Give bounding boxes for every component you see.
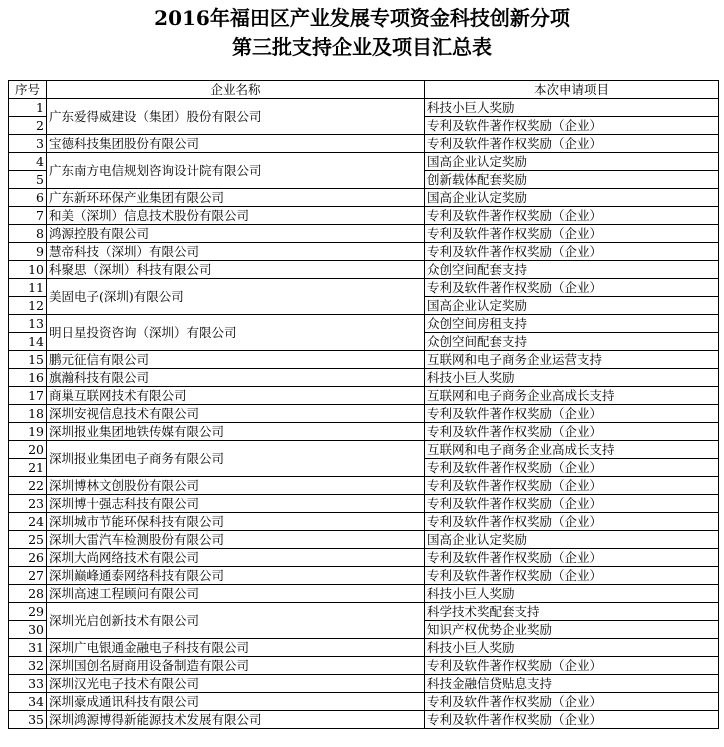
project-name: 专利及软件著作权奖励（企业） <box>425 225 719 243</box>
table-row <box>9 243 719 261</box>
row-number: 13 <box>9 315 47 333</box>
project-name: 国高企业认定奖励 <box>425 189 719 207</box>
table-row <box>9 441 719 459</box>
table-body <box>9 99 719 729</box>
table-row <box>9 495 719 513</box>
project-name: 国高企业认定奖励 <box>425 153 719 171</box>
company-name: 深圳博林文创股份有限公司 <box>47 477 425 495</box>
company-name: 广东新环环保产业集团有限公司 <box>47 189 425 207</box>
company-name: 深圳安视信息技术有限公司 <box>47 405 425 423</box>
table-row <box>9 135 719 153</box>
document-title-line-2: 第三批支持企业及项目汇总表 <box>232 35 492 59</box>
header-project: 本次申请项目 <box>425 81 719 99</box>
project-name: 国高企业认定奖励 <box>425 531 719 549</box>
row-number: 4 <box>9 153 47 171</box>
project-name: 专利及软件著作权奖励（企业） <box>425 423 719 441</box>
row-number: 31 <box>9 639 47 657</box>
company-name: 深圳国创名厨商用设备制造有限公司 <box>47 657 425 675</box>
project-name: 专利及软件著作权奖励（企业） <box>425 459 719 477</box>
project-name: 众创空间配套支持 <box>425 261 719 279</box>
table-row <box>9 207 719 225</box>
row-number: 32 <box>9 657 47 675</box>
company-name: 和美（深圳）信息技术股份有限公司 <box>47 207 425 225</box>
project-name: 科技金融信贷贴息支持 <box>425 675 719 693</box>
company-name: 深圳广电银通金融电子科技有限公司 <box>47 639 425 657</box>
project-name: 专利及软件著作权奖励（企业） <box>425 549 719 567</box>
company-name: 广东南方电信规划咨询设计院有限公司 <box>47 153 425 189</box>
project-name: 众创空间配套支持 <box>425 333 719 351</box>
row-number: 21 <box>9 459 47 477</box>
document-title-line-1: 2016年福田区产业发展专项资金科技创新分项 <box>154 6 570 30</box>
project-name: 专利及软件著作权奖励（企业） <box>425 135 719 153</box>
company-name: 鹏元征信有限公司 <box>47 351 425 369</box>
row-number: 26 <box>9 549 47 567</box>
project-name: 国高企业认定奖励 <box>425 297 719 315</box>
row-number: 5 <box>9 171 47 189</box>
project-name: 专利及软件著作权奖励（企业） <box>425 243 719 261</box>
project-name: 科技小巨人奖励 <box>425 639 719 657</box>
row-number: 17 <box>9 387 47 405</box>
summary-table <box>8 80 719 729</box>
row-number: 33 <box>9 675 47 693</box>
table-row <box>9 693 719 711</box>
company-name: 深圳巅峰通泰网络科技有限公司 <box>47 567 425 585</box>
project-name: 众创空间房租支持 <box>425 315 719 333</box>
project-name: 专利及软件著作权奖励（企业） <box>425 117 719 135</box>
company-name: 深圳光启创新技术有限公司 <box>47 603 425 639</box>
row-number: 23 <box>9 495 47 513</box>
row-number: 28 <box>9 585 47 603</box>
project-name: 知识产权优势企业奖励 <box>425 621 719 639</box>
row-number: 6 <box>9 189 47 207</box>
row-number: 9 <box>9 243 47 261</box>
row-number: 20 <box>9 441 47 459</box>
project-name: 专利及软件著作权奖励（企业） <box>425 495 719 513</box>
project-name: 专利及软件著作权奖励（企业） <box>425 693 719 711</box>
table-row <box>9 567 719 585</box>
table-row <box>9 477 719 495</box>
table-row <box>9 675 719 693</box>
company-name: 旗瀚科技有限公司 <box>47 369 425 387</box>
row-number: 16 <box>9 369 47 387</box>
row-number: 7 <box>9 207 47 225</box>
table-row <box>9 225 719 243</box>
row-number: 18 <box>9 405 47 423</box>
project-name: 专利及软件著作权奖励（企业） <box>425 405 719 423</box>
row-number: 11 <box>9 279 47 297</box>
project-name: 互联网和电子商务企业高成长支持 <box>425 441 719 459</box>
row-number: 1 <box>9 99 47 117</box>
project-name: 科技小巨人奖励 <box>425 585 719 603</box>
company-name: 慧帝科技（深圳）有限公司 <box>47 243 425 261</box>
project-name: 专利及软件著作权奖励（企业） <box>425 513 719 531</box>
project-name: 专利及软件著作权奖励（企业） <box>425 657 719 675</box>
company-name: 深圳大尚网络技术有限公司 <box>47 549 425 567</box>
table-row <box>9 153 719 171</box>
row-number: 25 <box>9 531 47 549</box>
row-number: 15 <box>9 351 47 369</box>
table-row <box>9 351 719 369</box>
header-company: 企业名称 <box>47 81 425 99</box>
table-row <box>9 603 719 621</box>
project-name: 创新载体配套奖励 <box>425 171 719 189</box>
project-name: 科技小巨人奖励 <box>425 99 719 117</box>
row-number: 30 <box>9 621 47 639</box>
table-row <box>9 189 719 207</box>
project-name: 专利及软件著作权奖励（企业） <box>425 477 719 495</box>
row-number: 10 <box>9 261 47 279</box>
row-number: 22 <box>9 477 47 495</box>
company-name: 鸿源控股有限公司 <box>47 225 425 243</box>
table-row <box>9 279 719 297</box>
row-number: 34 <box>9 693 47 711</box>
row-number: 19 <box>9 423 47 441</box>
project-name: 专利及软件著作权奖励（企业） <box>425 207 719 225</box>
company-name: 宝德科技集团股份有限公司 <box>47 135 425 153</box>
header-no: 序号 <box>9 81 47 99</box>
project-name: 互联网和电子商务企业高成长支持 <box>425 387 719 405</box>
company-name: 深圳豪成通讯科技有限公司 <box>47 693 425 711</box>
company-name: 深圳城市节能环保科技有限公司 <box>47 513 425 531</box>
company-name: 商巢互联网技术有限公司 <box>47 387 425 405</box>
table-row <box>9 585 719 603</box>
table-row <box>9 405 719 423</box>
table-row <box>9 549 719 567</box>
row-number: 8 <box>9 225 47 243</box>
table-row <box>9 261 719 279</box>
table-row <box>9 531 719 549</box>
row-number: 35 <box>9 711 47 729</box>
table-header-row <box>9 81 719 99</box>
table-row <box>9 423 719 441</box>
row-number: 12 <box>9 297 47 315</box>
table-row <box>9 315 719 333</box>
company-name: 深圳大雷汽车检测股份有限公司 <box>47 531 425 549</box>
table-row <box>9 711 719 729</box>
project-name: 专利及软件著作权奖励（企业） <box>425 711 719 729</box>
table-row <box>9 99 719 117</box>
table-row <box>9 657 719 675</box>
company-name: 深圳博十强志科技有限公司 <box>47 495 425 513</box>
row-number: 24 <box>9 513 47 531</box>
project-name: 专利及软件著作权奖励（企业） <box>425 567 719 585</box>
company-name: 科聚思（深圳）科技有限公司 <box>47 261 425 279</box>
project-name: 互联网和电子商务企业运营支持 <box>425 351 719 369</box>
table-row <box>9 369 719 387</box>
company-name: 美固电子(深圳)有限公司 <box>47 279 425 315</box>
company-name: 深圳报业集团地铁传媒有限公司 <box>47 423 425 441</box>
company-name: 明日星投资咨询（深圳）有限公司 <box>47 315 425 351</box>
row-number: 29 <box>9 603 47 621</box>
row-number: 2 <box>9 117 47 135</box>
row-number: 14 <box>9 333 47 351</box>
project-name: 科技小巨人奖励 <box>425 369 719 387</box>
company-name: 深圳报业集团电子商务有限公司 <box>47 441 425 477</box>
company-name: 深圳鸿源博得新能源技术发展有限公司 <box>47 711 425 729</box>
company-name: 深圳高速工程顾问有限公司 <box>47 585 425 603</box>
table-row <box>9 387 719 405</box>
project-name: 专利及软件著作权奖励（企业） <box>425 279 719 297</box>
project-name: 科学技术奖配套支持 <box>425 603 719 621</box>
table-row <box>9 639 719 657</box>
row-number: 3 <box>9 135 47 153</box>
table-row <box>9 513 719 531</box>
row-number: 27 <box>9 567 47 585</box>
company-name: 广东爱得威建设（集团）股份有限公司 <box>47 99 425 135</box>
company-name: 深圳汉光电子技术有限公司 <box>47 675 425 693</box>
